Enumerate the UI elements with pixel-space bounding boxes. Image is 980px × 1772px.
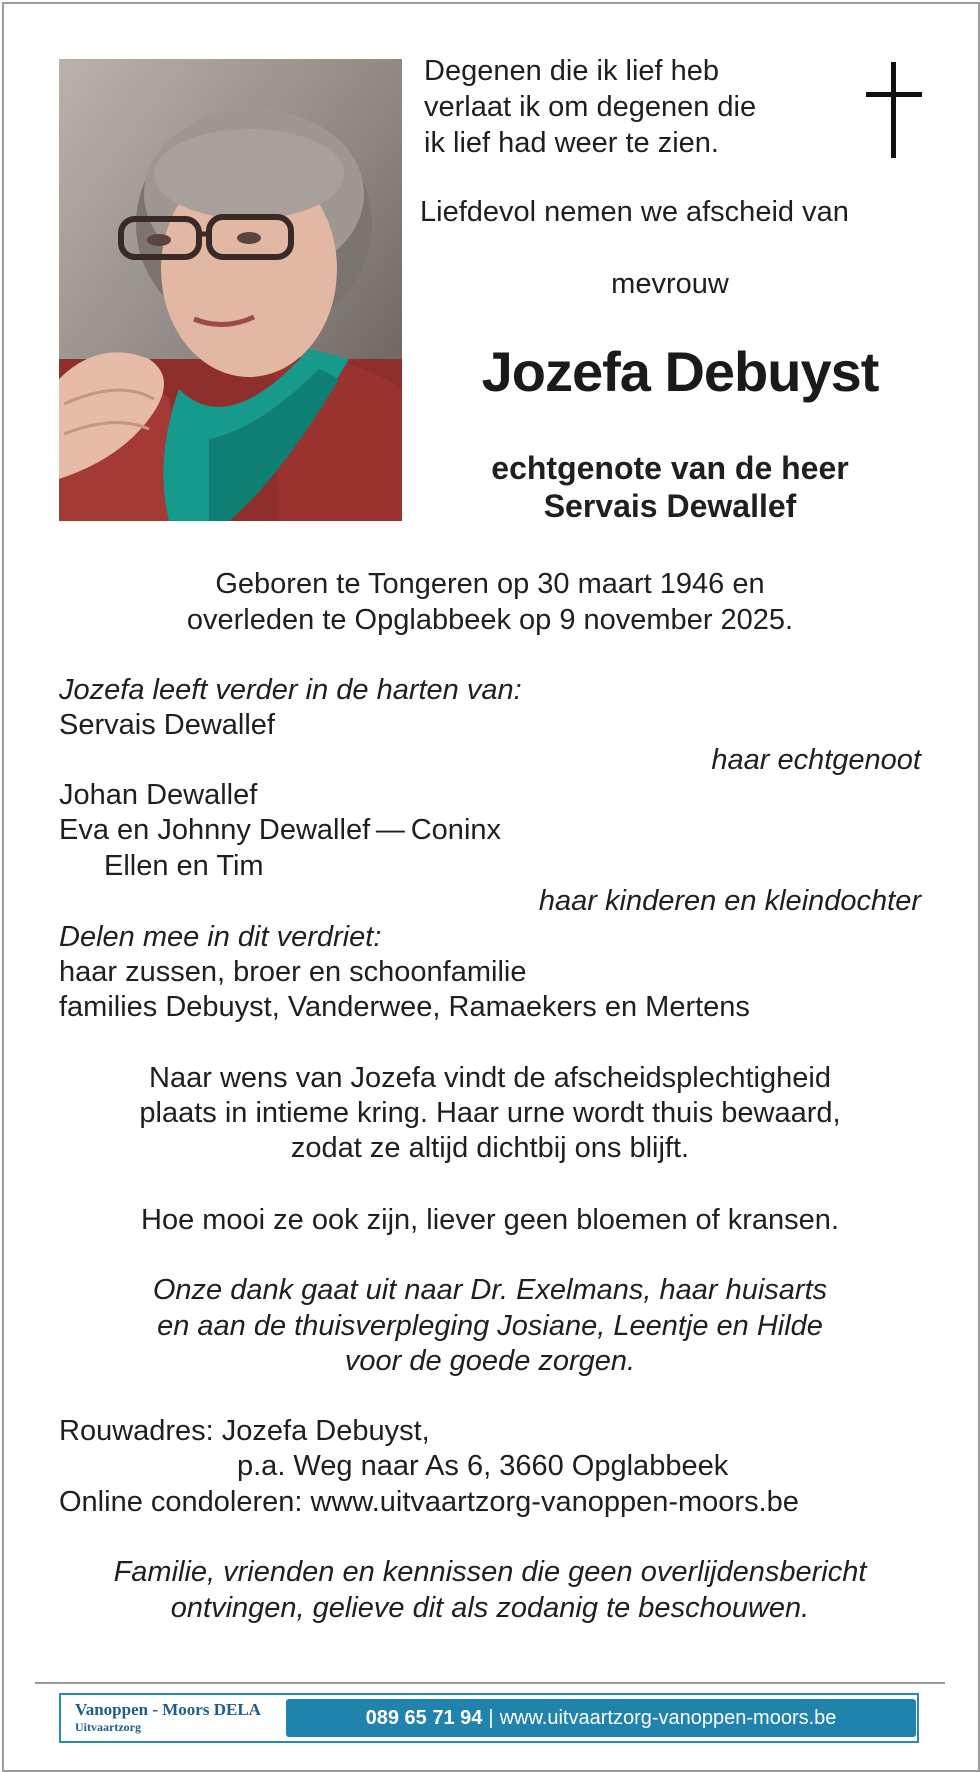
thanks-line: en aan de thuisverpleging Josiane, Leentje en Hilde [157, 1310, 823, 1342]
closing-line: Familie, vrienden en kennissen die geen overlijdensbericht [113, 1556, 867, 1588]
closing-line: ontvingen, gelieve dit als zodanig te beschouwen. [170, 1592, 810, 1624]
ceremony-line: plaats in intieme kring. Haar urne wordt thuis bewaard, [139, 1097, 841, 1129]
flowers-note: Hoe mooi ze ook zijn, liever geen bloemen of kransen. [141, 1204, 839, 1236]
spouse-line-1: echtgenote van de heer [491, 450, 849, 486]
ceremony-line: Naar wens van Jozefa vindt de afscheidsplechtigheid [149, 1062, 831, 1094]
poem-line: verlaat ik om degenen die [424, 91, 757, 123]
child-name: Johan Dewallef [59, 779, 258, 811]
funeral-home-logo [75, 1700, 261, 1734]
mourners-heading: Jozefa leeft verder in de harten van: [59, 674, 522, 706]
husband-role: haar echtgenoot [711, 744, 921, 776]
spouse-line-2: Servais Dewallef [543, 488, 797, 524]
husband-name: Servais Dewallef [59, 709, 275, 741]
brand-name: Vanoppen - Moors DELA [75, 1700, 261, 1719]
brand-subtitle: Uitvaartzorg [75, 1720, 141, 1734]
separator: | [488, 1707, 494, 1729]
honorific: mevrouw [611, 268, 729, 300]
funeral-home-footer [59, 1693, 919, 1743]
thanks-line: Onze dank gaat uit naar Dr. Exelmans, haar huisarts [152, 1274, 828, 1306]
farewell-intro: Liefdevol nemen we afscheid van [420, 196, 849, 228]
poem-line: Degenen die ik lief heb [424, 55, 720, 87]
phone-number[interactable]: 089 65 71 94 [365, 1707, 483, 1729]
address-line: Rouwadres: Jozefa Debuyst, [59, 1415, 430, 1447]
share-heading: Delen mee in dit verdriet: [59, 921, 382, 953]
child-name: Eva en Johnny Dewallef — Coninx [59, 814, 502, 846]
divider [35, 1682, 945, 1684]
death-line: overleden te Opglabbeek op 9 november 2025. [186, 604, 794, 636]
cross-icon [866, 62, 922, 158]
online-condolence: Online condoleren: www.uitvaartzorg-vanoppen-moors.be [59, 1486, 799, 1518]
address-line: p.a. Weg naar As 6, 3660 Opglabbeek [237, 1450, 729, 1482]
grandchildren-names: Ellen en Tim [104, 850, 264, 882]
portrait-photo [59, 59, 402, 521]
share-line: families Debuyst, Vanderwee, Ramaekers en Mertens [59, 991, 750, 1023]
deceased-name: Jozefa Debuyst [481, 340, 879, 403]
poem [424, 53, 756, 161]
ceremony-line: zodat ze altijd dichtbij ons blijft. [290, 1132, 690, 1164]
poem-line: ik lief had weer te zien. [424, 127, 719, 159]
thanks-line: voor de goede zorgen. [344, 1345, 636, 1377]
children-role: haar kinderen en kleindochter [538, 885, 921, 917]
contact-bar [286, 1699, 916, 1737]
website-link[interactable]: www.uitvaartzorg-vanoppen-moors.be [499, 1707, 837, 1729]
share-line: haar zussen, broer en schoonfamilie [59, 956, 527, 988]
birth-line: Geboren te Tongeren op 30 maart 1946 en [215, 568, 765, 600]
